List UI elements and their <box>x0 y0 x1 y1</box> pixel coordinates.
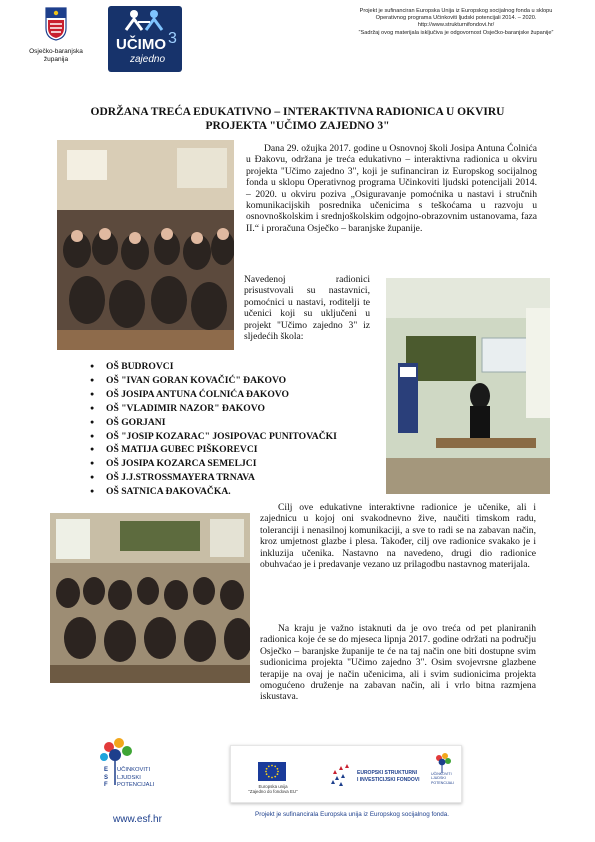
esif-stars-icon <box>327 760 359 792</box>
esf-text-line: POTENCIJALI <box>117 782 155 788</box>
logo-main-text: UČIMO <box>116 36 166 53</box>
attendees-paragraph: Navedenoj radionici prisustvovali su nastavnici, pomoćnici u nastavi, roditelji te učenici koji su uključeni u projekt "Učimo zajedno 3" iz sljedećih škola: <box>244 274 370 343</box>
article-title <box>60 105 535 133</box>
header-note-link[interactable]: http://www.strukturnifondovi.hr/ <box>417 22 495 29</box>
schools-list <box>92 360 382 499</box>
ulp-program-name <box>431 772 454 785</box>
list-item: ● OŠ SATNICA ĐAKOVAČKA. <box>92 485 382 499</box>
esf-letter: S <box>104 774 109 781</box>
workshop-photo-1 <box>57 140 234 350</box>
esf-letter: F <box>104 782 108 788</box>
presenter-at-board-image <box>386 278 550 494</box>
logo-sub-text: zajedno <box>130 54 166 65</box>
list-item: ● OŠ BUDROVCI <box>92 360 382 374</box>
header-note-line: Projekt je sufinanciran Europska Unija iz Europskog socijalnog fonda u sklopu <box>359 8 553 14</box>
esf-program-name <box>117 767 154 790</box>
list-item: ● OŠ MATIJA GUBEC PIŠKOREVCI <box>92 443 382 457</box>
ulp-line: LJUDSKI <box>431 776 446 781</box>
crowded-classroom-image <box>50 513 250 683</box>
ulp-flower-icon <box>433 752 453 774</box>
list-item: ● OŠ "JOSIP KOZARAC" JOSIPOVAC PUNITOVAČKI <box>92 430 382 444</box>
goal-paragraph: Cilj ove edukativne interaktivne radionice je učenike, ali i zajednicu u kojoj oni svakodnevno žive, naučiti timskom radu, toleranciji i nenasilnoj komunikaciji, a sve to radi se na zabavan način, kroz umjetnost glazbe i plesa. Također, cilj ove radionice svakako je i inkluzija učenika. Nastavno na navedeno, drugi dio radionice obuhvaćao je i predavanje vezano uz prilagodbu nastavnog materijala. <box>260 502 536 571</box>
esif-line: EUROPSKI STRUKTURNI <box>357 770 418 776</box>
list-item: ● OŠ J.J.STROSSMAYERA TRNAVA <box>92 471 382 485</box>
eu-caption-line: Europska unija <box>258 784 288 789</box>
conclusion-paragraph: Na kraju je važno istaknuti da je ovo treća od pet planiranih radionica koje će se do mjeseca lipnja 2017. godine održati na području Osječko – baranjske županije te će na taj način one biti dostupne svim sudionicima projekta "Učimo zajedno 3". Osim svojevrsne glazbene terapije na ovaj je način učenicima, ali i svim sudionicima projekta omogućeno druženje na zabavan način, ali i vrlo bitna razmjena iskustava. <box>260 623 536 703</box>
ulp-line: POTENCIJALI <box>431 780 455 785</box>
logo-number: 3 <box>168 30 177 47</box>
county-crest-icon <box>44 6 68 42</box>
esf-website-link[interactable]: www.esf.hr <box>113 814 162 825</box>
list-item: ● OŠ JOSIPA ANTUNA ĆOLNIĆA ĐAKOVO <box>92 388 382 402</box>
esif-name <box>357 770 420 783</box>
title-line-1: ODRŽANA TREĆA EDUKATIVNO – INTERAKTIVNA RADIONICA U OKVIRU <box>90 106 505 118</box>
workshop-photo-2 <box>386 278 550 494</box>
ulp-line: UČINKOVITI <box>431 772 452 776</box>
page-header <box>0 0 595 80</box>
eu-caption-line: "Zajedno do fondova EU" <box>248 789 298 795</box>
workshop-photo-3 <box>50 513 250 683</box>
classroom-audience-image <box>57 140 234 350</box>
list-item: ● OŠ "IVAN GORAN KOVAČIĆ" ĐAKOVO <box>92 374 382 388</box>
intro-paragraph: Dana 29. ožujka 2017. godine u Osnovnoj školi Josipa Antuna Ćolnića u Đakovu, održana je treća edukativno – interaktivna radionica u okviru projekta "Učimo zajedno 3", koji je sufinanciran iz Europskog socijalnog fonda u sklopu Operativnog programa Učinkoviti ljudski potencijali 2014. – 2020. u okviru poziva „Osiguravanje pomoćnika u nastavi i stručnih komunikacijskih posrednika učenicima s teškoćama u razvoju u osnovnoškolskim i srednjoškolskim odgojno-obrazovnim ustanovama, faza II.“ i proračuna Osječko – baranjske županije. <box>246 143 537 234</box>
list-item: ● OŠ JOSIPA KOZARCA SEMELJCI <box>92 457 382 471</box>
ucimo-zajedno-logo <box>108 6 182 72</box>
header-note-line: Operativnog programa Učinkoviti ljudski potencijali 2014. – 2020. <box>375 15 537 22</box>
list-item: ● OŠ "VLADIMIR NAZOR" ĐAKOVO <box>92 402 382 416</box>
header-note-line: “Sadržaj ovog materijala isključiva je odgovornost Osječko-baranjske županije” <box>358 29 554 36</box>
esf-text-line: LJUDSKI <box>117 774 141 781</box>
list-item: ● OŠ GORJANI <box>92 416 382 430</box>
county-name: Osječko-baranjska županija <box>29 48 83 63</box>
title-line-2: PROJEKTA "UČIMO ZAJEDNO 3" <box>205 120 390 132</box>
esf-letters <box>104 767 108 790</box>
header-funding-note <box>331 8 581 37</box>
footer-funding-note: Projekt je sufinancirala Europska unija iz Europskog socijalnog fonda. <box>255 811 449 818</box>
esf-letter: E <box>104 767 109 773</box>
esif-line: I INVESTICIJSKI FONDOVI <box>357 776 420 783</box>
funding-logos-bar <box>230 745 462 803</box>
eu-flag-icon <box>258 762 286 781</box>
page-footer <box>0 735 595 842</box>
eu-caption <box>235 784 311 795</box>
esf-text-line: UČINKOVITI <box>117 767 151 773</box>
